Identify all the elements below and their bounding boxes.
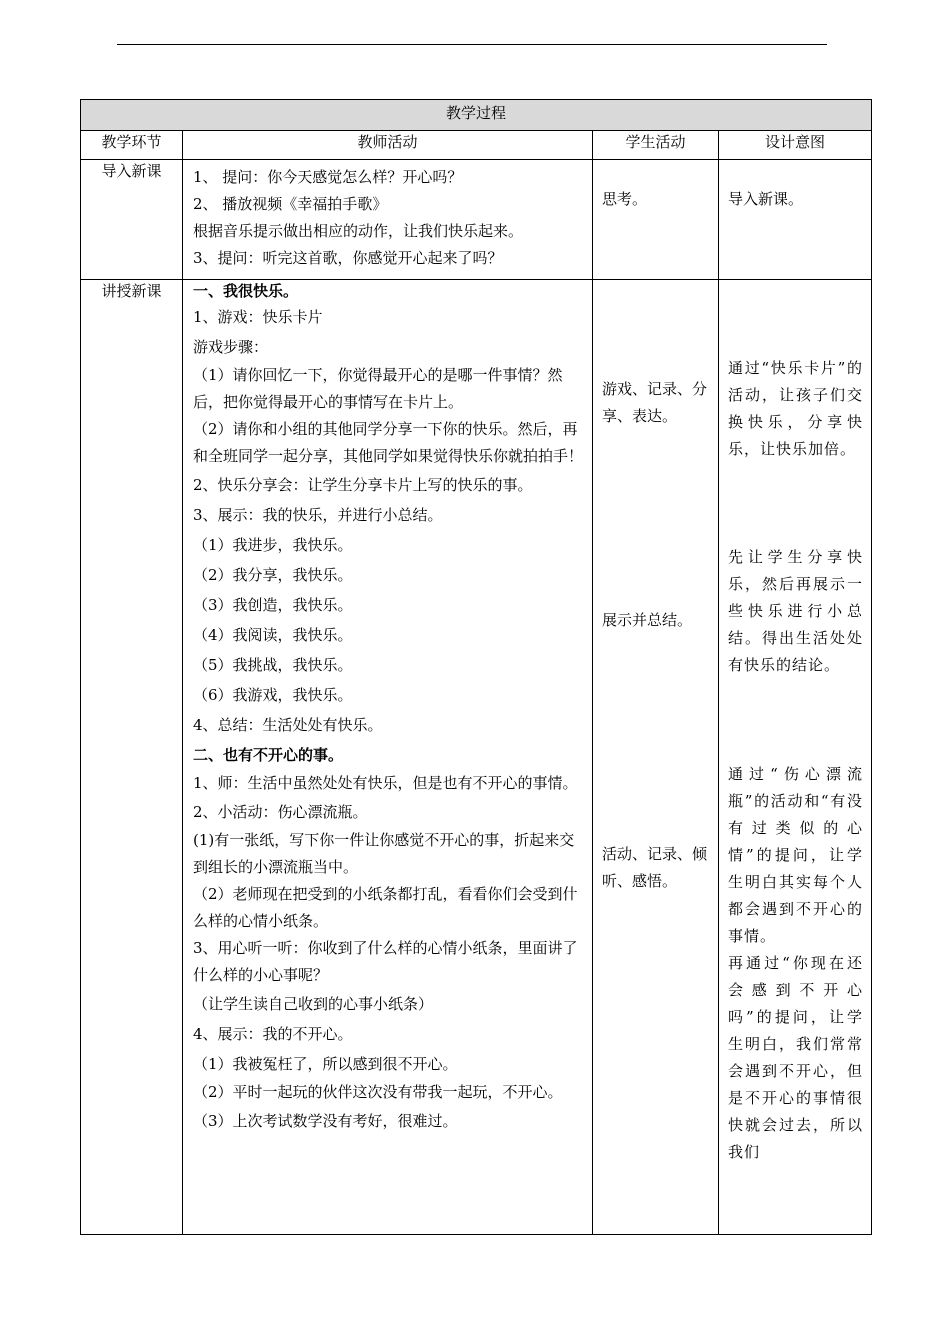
header-row xyxy=(81,131,872,160)
teacher-line: （让学生读自己收到的心事小纸条） xyxy=(193,995,434,1013)
student-cell xyxy=(593,160,719,280)
intent-text: 通过“快乐卡片”的活动，让孩子们交换快乐，分享快乐，让快乐加倍。 xyxy=(728,359,864,458)
header-teacher: 教师活动 xyxy=(183,131,593,160)
teacher-line: 3、用心听一听：你收到了什么样的心情小纸条，里面讲了什么样的小心事呢？ xyxy=(193,939,578,984)
joy-item: （2）我分享，我快乐。 xyxy=(193,566,353,584)
table-row xyxy=(81,160,872,280)
intent-text: 通过“伤心漂流瓶”的活动和“有没有过类似的心情”的提问，让学生明白其实每个人都会遇到不开心的事情。 xyxy=(728,765,864,945)
teacher-line: （1）请你回忆一下，你觉得最开心的是哪一件事情？然后，把你觉得最开心的事情写在卡片上。 xyxy=(193,366,563,411)
teacher-line: 1、师：生活中虽然处处有快乐，但是也有不开心的事情。 xyxy=(193,774,578,792)
teacher-line: 2、快乐分享会：让学生分享卡片上写的快乐的事。 xyxy=(193,476,533,494)
joy-item: （6）我游戏，我快乐。 xyxy=(193,686,353,704)
header-intent: 设计意图 xyxy=(719,131,872,160)
teacher-line: 4、展示：我的不开心。 xyxy=(193,1025,353,1043)
joy-item: （4）我阅读，我快乐。 xyxy=(193,626,353,644)
teacher-cell xyxy=(183,160,593,280)
table-row xyxy=(81,280,872,1235)
intent-cell xyxy=(719,160,872,280)
stage-cell: 导入新课 xyxy=(81,160,183,280)
table-title: 教学过程 xyxy=(81,100,872,131)
sad-item: （1）我被冤枉了，所以感到很不开心。 xyxy=(193,1055,458,1073)
sad-item: （2）平时一起玩的伙伴这次没有带我一起玩，不开心。 xyxy=(193,1083,563,1101)
teacher-line: 2、 播放视频《幸福拍手歌》 xyxy=(193,195,388,213)
intent-text: 导入新课。 xyxy=(728,190,804,208)
student-text: 游戏、记录、分享、表达。 xyxy=(602,380,708,425)
teacher-line: 游戏步骤： xyxy=(193,338,269,356)
intent-text: 再通过“你现在还会感到不开心吗”的提问，让学生明白，我们常常会遇到不开心，但是不开心的事情很快就会过去，所以我们 xyxy=(728,954,864,1161)
student-cell xyxy=(593,280,719,1235)
teacher-cell xyxy=(183,280,593,1235)
joy-item: （5）我挑战，我快乐。 xyxy=(193,656,353,674)
teacher-line: 3、展示：我的快乐，并进行小总结。 xyxy=(193,506,443,524)
teacher-line: 3、提问：听完这首歌，你感觉开心起来了吗？ xyxy=(193,249,503,267)
teaching-process-table xyxy=(80,99,872,1235)
intent-cell xyxy=(719,280,872,1235)
teacher-line: 2、小活动：伤心漂流瓶。 xyxy=(193,803,368,821)
student-text: 活动、记录、倾听、感悟。 xyxy=(602,845,708,890)
joy-item: （3）我创造，我快乐。 xyxy=(193,596,353,614)
intent-text: 先让学生分享快乐，然后再展示一些快乐进行小总结。得出生活处处有快乐的结论。 xyxy=(728,548,864,674)
student-text: 展示并总结。 xyxy=(602,611,693,629)
teacher-line: 1、游戏：快乐卡片 xyxy=(193,308,323,326)
section-heading: 二、也有不开心的事。 xyxy=(193,746,344,764)
teacher-line: （2）老师现在把受到的小纸条都打乱，看看你们会受到什么样的心情小纸条。 xyxy=(193,885,578,930)
header-student: 学生活动 xyxy=(593,131,719,160)
teacher-line: 1、 提问：你今天感觉怎么样？开心吗？ xyxy=(193,168,463,186)
teacher-line: 4、总结：生活处处有快乐。 xyxy=(193,716,383,734)
teacher-line: 根据音乐提示做出相应的动作，让我们快乐起来。 xyxy=(193,222,524,240)
teacher-line: （2）请你和小组的其他同学分享一下你的快乐。然后，再和全班同学一起分享，其他同学如果觉得快乐你就拍拍手！ xyxy=(193,420,584,465)
sad-item: （3）上次考试数学没有考好，很难过。 xyxy=(193,1112,458,1130)
stage-cell: 讲授新课 xyxy=(81,280,183,1235)
header-rule xyxy=(117,44,827,45)
section-heading: 一、我很快乐。 xyxy=(193,282,299,300)
student-text: 思考。 xyxy=(602,190,648,208)
header-stage: 教学环节 xyxy=(81,131,183,160)
teacher-line: (1)有一张纸，写下你一件让你感觉不开心的事，折起来交到组长的小漂流瓶当中。 xyxy=(193,831,575,876)
joy-item: （1）我进步，我快乐。 xyxy=(193,536,353,554)
